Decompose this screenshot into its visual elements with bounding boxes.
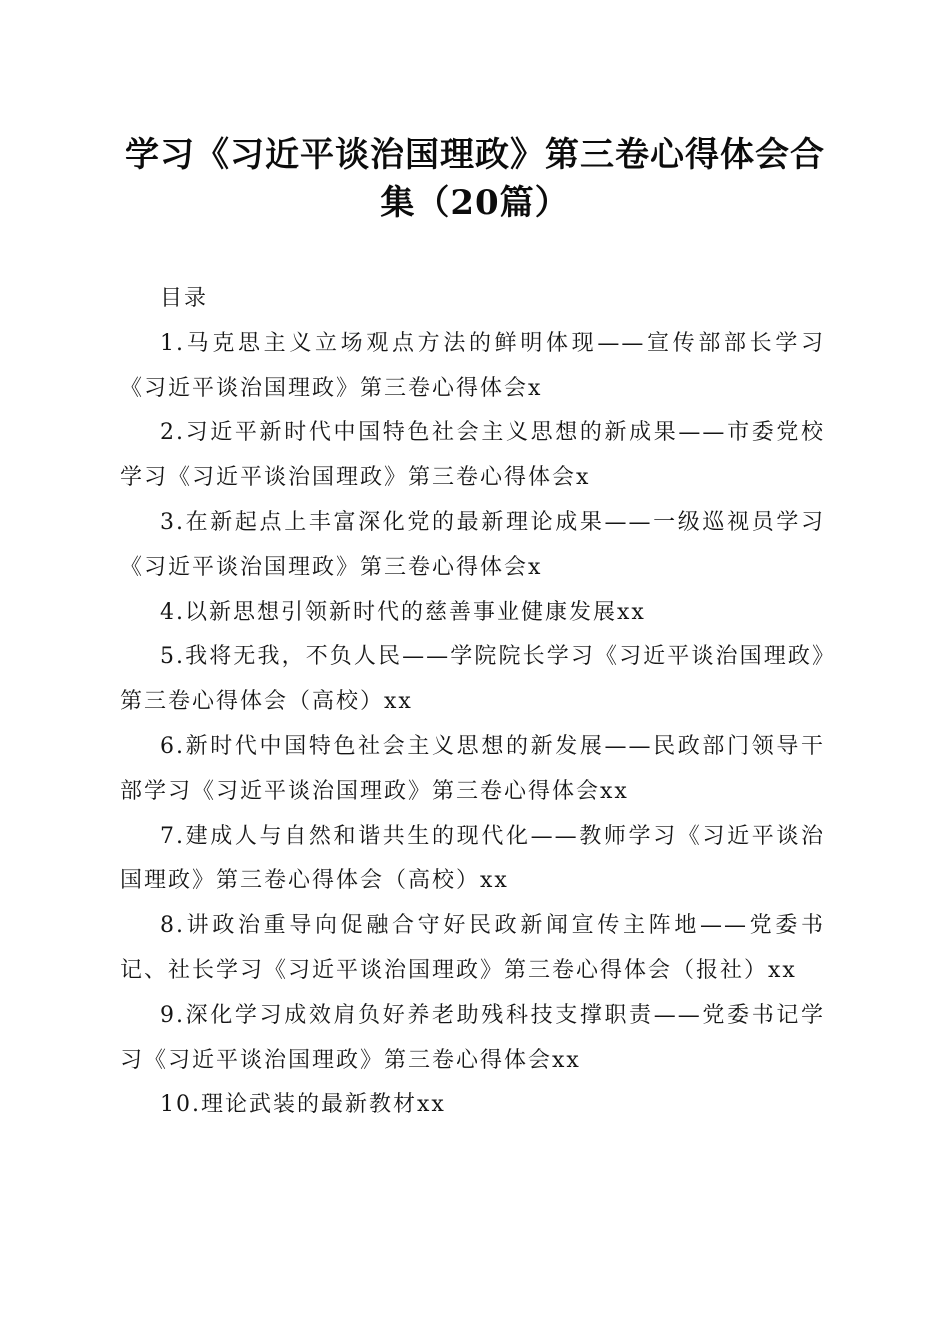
- toc-item-6: [120, 725, 825, 815]
- toc-item-number: 2.: [160, 420, 185, 446]
- toc-item-number: 8.: [160, 913, 185, 939]
- toc-item-9: [120, 994, 825, 1084]
- toc-list: [120, 322, 825, 1128]
- toc-item-text: 马克思主义立场观点方法的鲜明体现——宣传部部长学习《习近平谈治国理政》第三卷心得体会: [120, 330, 825, 401]
- toc-item-2: [120, 411, 825, 501]
- toc-item-text: 在新起点上丰富深化党的最新理论成果——一级巡视员学习《习近平谈治国理政》第三卷心得体会: [120, 509, 825, 580]
- toc-item-page: x: [528, 375, 543, 401]
- toc-item-number: 9.: [160, 1002, 185, 1028]
- toc-item-text: 理论武装的最新教材: [201, 1092, 418, 1118]
- toc-item-page: x: [528, 554, 543, 580]
- toc-item-5: [120, 635, 825, 725]
- toc-heading: 目录: [160, 286, 209, 311]
- toc-item-8: [120, 904, 825, 994]
- toc-item-number: 1.: [160, 330, 185, 356]
- toc-item-text: 深化学习成效肩负好养老助残科技支撑职责——党委书记学习《习近平谈治国理政》第三卷心得体会: [120, 1002, 825, 1073]
- toc-item-page: xx: [600, 778, 629, 804]
- toc-item-page: xx: [384, 689, 413, 715]
- toc-item-number: 6.: [160, 733, 185, 759]
- toc-item-text: 讲政治重导向促融合守好民政新闻宣传主阵地——党委书记、社长学习《习近平谈治国理政》第三卷心得体会（报社）: [120, 913, 825, 983]
- toc-item-7: [120, 815, 825, 905]
- toc-item-page: xx: [417, 1092, 446, 1118]
- toc-item-text: 建成人与自然和谐共生的现代化——教师学习《习近平谈治国理政》第三卷心得体会（高校）: [120, 823, 825, 894]
- toc-item-page: x: [576, 465, 591, 491]
- toc-item-page: xx: [768, 957, 797, 983]
- toc-item-1: [120, 322, 825, 412]
- toc-item-3: [120, 501, 825, 591]
- toc-item-page: xx: [480, 868, 509, 894]
- table-of-contents: [120, 277, 825, 1128]
- toc-item-number: 5.: [160, 644, 185, 670]
- toc-item-10: [120, 1083, 825, 1128]
- toc-item-text: 以新思想引领新时代的慈善事业健康发展: [185, 599, 618, 625]
- toc-item-page: xx: [552, 1047, 581, 1073]
- document-title: 学习《习近平谈治国理政》第三卷心得体会合集（20篇）: [125, 135, 825, 223]
- toc-item-4: [120, 591, 825, 636]
- toc-item-number: 3.: [160, 509, 185, 535]
- toc-item-text: 习近平新时代中国特色社会主义思想的新成果——市委党校学习《习近平谈治国理政》第三卷心得体会: [120, 420, 825, 491]
- toc-item-text: 新时代中国特色社会主义思想的新发展——民政部门领导干部学习《习近平谈治国理政》第三卷心得体会: [120, 733, 825, 804]
- toc-item-number: 10.: [160, 1092, 201, 1118]
- toc-item-number: 7.: [160, 823, 185, 849]
- toc-item-text: 我将无我，不负人民——学院院长学习《习近平谈治国理政》第三卷心得体会（高校）: [120, 644, 825, 715]
- toc-item-number: 4.: [160, 599, 185, 625]
- toc-item-page: xx: [617, 599, 646, 625]
